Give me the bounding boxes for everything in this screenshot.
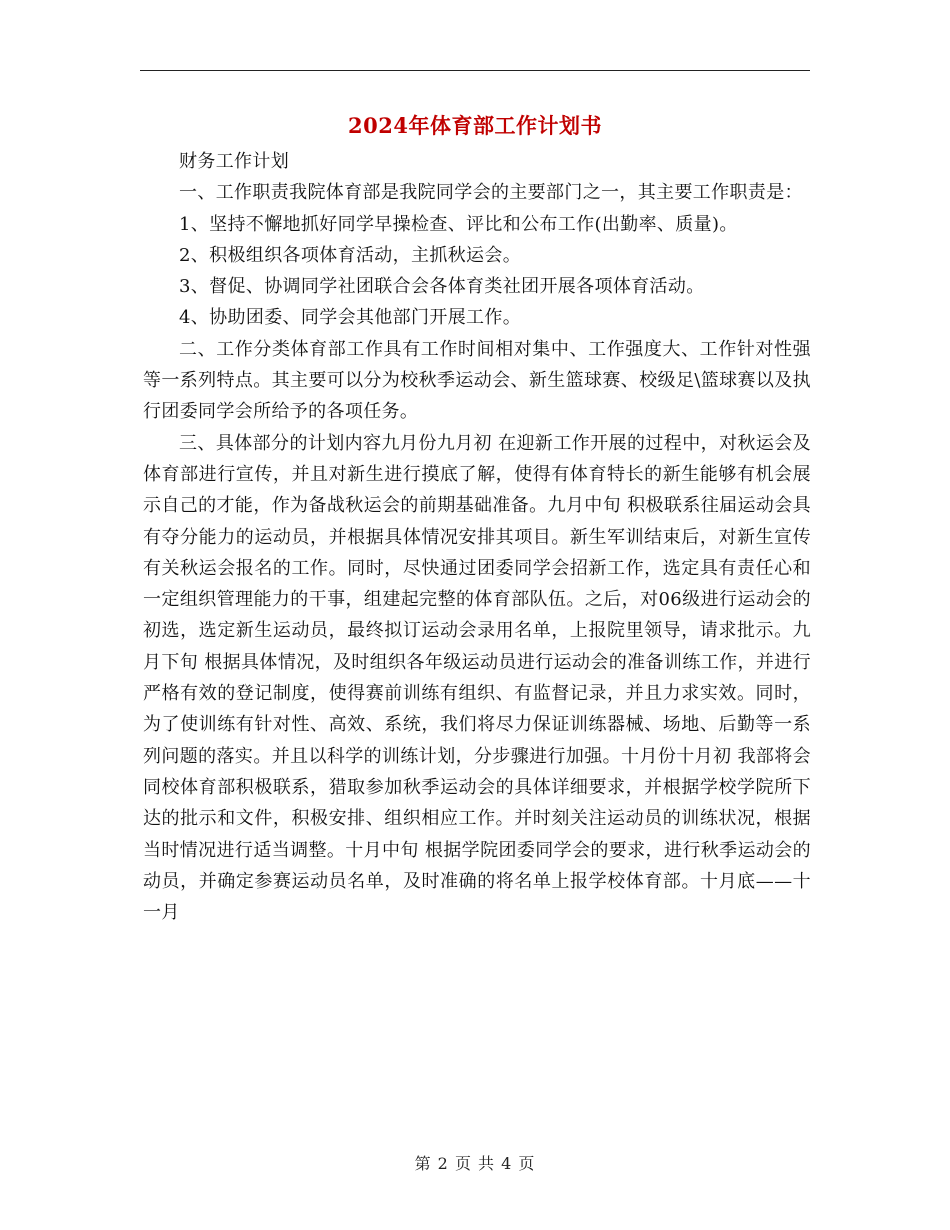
document-title: 2024年体育部工作计划书 — [348, 113, 602, 138]
paragraph-work-classification: 二、工作分类体育部工作具有工作时间相对集中、工作强度大、工作针对性强等一系列特点。其主要可以分为校秋季运动会、新生篮球赛、校级足\篮球赛以及执行团委同学会所给予的各项任务。 — [143, 338, 811, 423]
header-rule — [140, 70, 810, 71]
paragraph-duty-2: 2、积极组织各项体育活动，主抓秋运会。 — [179, 244, 522, 266]
paragraph-duties: 一、工作职责我院体育部是我院同学会的主要部门之一，其主要工作职责是： — [179, 182, 803, 204]
paragraph-heading-finance: 财务工作计划 — [179, 151, 290, 172]
paragraph-duty-3: 3、督促、协调同学社团联合会各体育类社团开展各项体育活动。 — [179, 276, 705, 298]
paragraph-duty-4: 4、协助团委、同学会其他部门开展工作。 — [179, 307, 522, 329]
document-body — [143, 146, 811, 928]
page-number: 第 2 页 共 4 页 — [414, 1154, 536, 1173]
paragraph-detailed-plan: 三、具体部分的计划内容九月份九月初 在迎新工作开展的过程中，对秋运会及体育部进行宣传，并且对新生进行摸底了解，使得有体育特长的新生能够有机会展示自己的才能，作为备战秋运会的前期基础准备。九月中旬 积极联系往届运动会具有夺分能力的运动员，并根据具体情况安排其项目。新生军训结束后，对新生宣传有关秋运会报名的工作。同时，尽快通过团委同学会招新工作，选定具有责任心和一定组织管理能力的干事，组建起完整的体育部队伍。之后，对06级进行运动会的初选，选定新生运动员，最终拟订运动会录用名单，上报院里领导，请求批示。九月下旬 根据具体情况，及时组织各年级运动员进行运动会的准备训练工作，并进行严格有效的登记制度，使得赛前训练有组织、有监督记录，并且力求实效。同时，为了使训练有针对性、高效、系统，我们将尽力保证训练器械、场地、后勤等一系列问题的落实。并且以科学的训练计划，分步骤进行加强。十月份十月初 我部将会同校体育部积极联系，猎取参加秋季运动会的具体详细要求，并根据学校学院所下达的批示和文件，积极安排、组织相应工作。并时刻关注运动员的训练状况，根据当时情况进行适当调整。十月中旬 根据学院团委同学会的要求，进行秋季运动会的动员，并确定参赛运动员名单，及时准确的将名单上报学校体育部。十月底——十一月 — [143, 432, 811, 924]
paragraph-duty-1: 1、坚持不懈地抓好同学早操检查、评比和公布工作(出勤率、质量)。 — [179, 213, 738, 235]
